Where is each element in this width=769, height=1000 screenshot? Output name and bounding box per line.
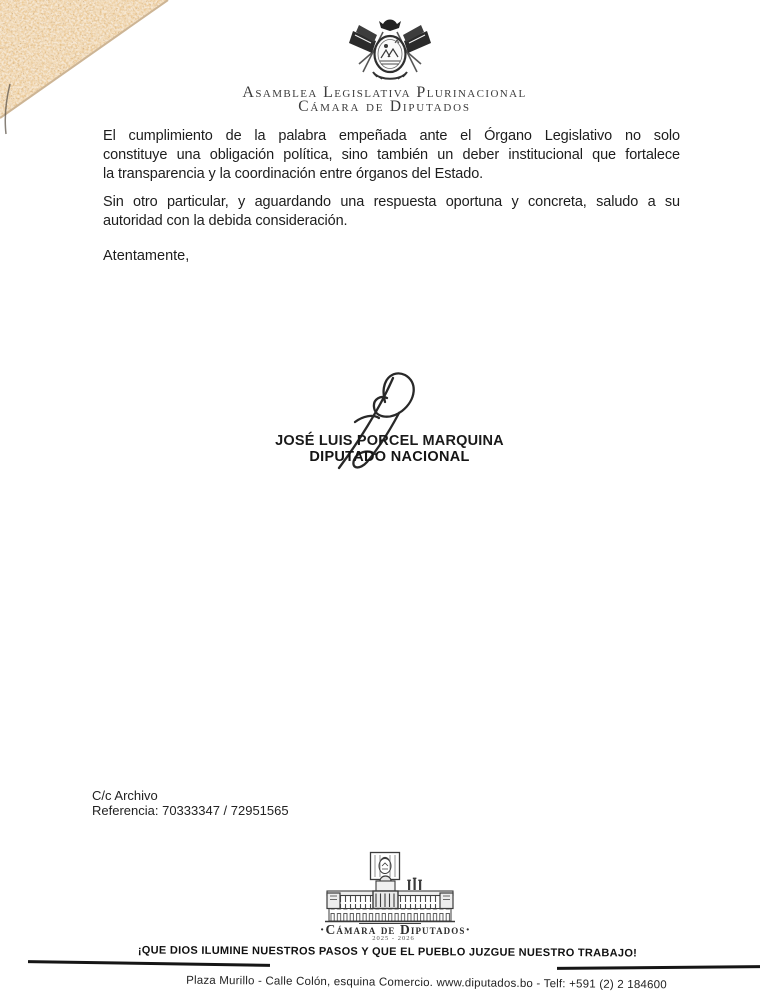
legislative-palace-icon (323, 851, 457, 924)
footer-address: Plaza Murillo - Calle Colón, esquina Comercio. www.diputados.bo - Telf: +591 (2) 2 184600 (186, 974, 667, 992)
footer-slogan: ¡QUE DIOS ILUMINE NUESTROS PASOS Y QUE EL PUEBLO JUZGUE NUESTRO TRABAJO! (137, 944, 638, 960)
seal-years: 2025 - 2026 (372, 935, 415, 942)
footnotes (92, 789, 289, 818)
body-line: Sin otro particular, y aguardando una respuesta oportuna y concreta, saludo a su (103, 194, 680, 210)
signer-name: JOSÉ LUIS PORCEL MARQUINA (275, 433, 504, 449)
body-line: constituye una obligación política, sino también un deber institucional que fortalece (103, 147, 680, 163)
signer-title: DIPUTADO NACIONAL (309, 448, 470, 465)
assembly-name: Asamblea Legislativa Plurinacional (242, 84, 527, 101)
bolivia-coat-of-arms-icon (343, 16, 437, 86)
paragraph-2 (103, 193, 680, 231)
chamber-name: Cámara de Diputados (298, 98, 471, 115)
body-line: la transparencia y la coordinación entre órganos del Estado. (103, 166, 484, 182)
footer-rule-left (28, 960, 270, 966)
closing-salutation: Atentamente, (103, 248, 190, 264)
footer-rule-right (557, 965, 760, 969)
letterhead (0, 85, 769, 114)
body-line: autoridad con la debida consideración. (103, 213, 348, 229)
paragraph-1 (103, 127, 680, 184)
seal-caption: ·Cámara de Diputados· (319, 922, 472, 937)
cc-note: C/c Archivo (92, 788, 158, 803)
signature-block (5, 434, 769, 465)
reference-note: Referencia: 70333347 / 72951565 (92, 802, 289, 818)
torn-paper-corner (0, 0, 190, 140)
body-line: El cumplimiento de la palabra empeñada ante el Órgano Legislativo no solo (103, 128, 680, 144)
